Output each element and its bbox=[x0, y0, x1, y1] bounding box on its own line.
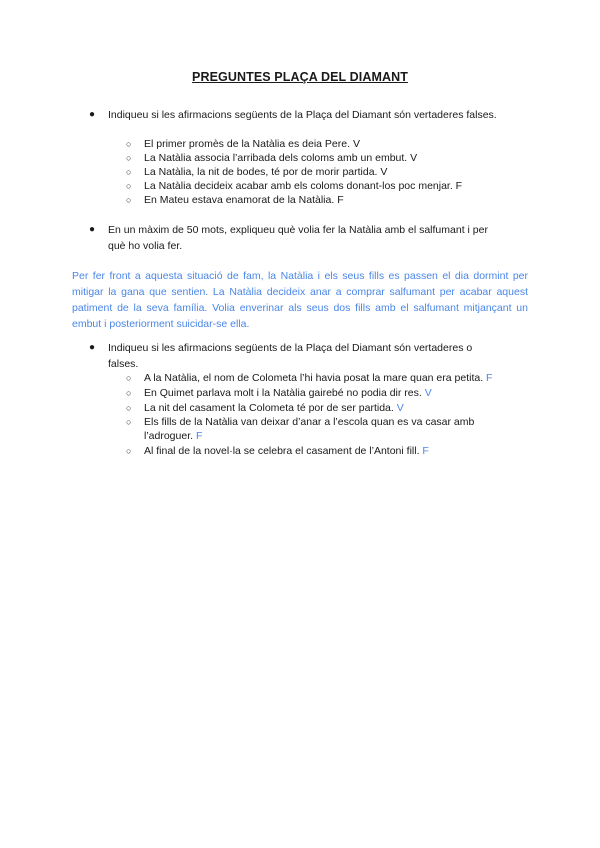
statement-text: La Natàlia, la nit de bodes, té por de morir partida. bbox=[144, 166, 381, 178]
statement-text-line-2: l’adroguer. bbox=[144, 430, 196, 442]
statement-text: La Natàlia decideix acabar amb els coloms donant-los poc menjar. bbox=[144, 180, 456, 192]
list-item bbox=[126, 151, 528, 165]
answer-mark: F bbox=[195, 430, 203, 442]
answer-mark: F bbox=[337, 194, 344, 206]
list-item bbox=[126, 371, 528, 385]
question-3-line-2: falses. bbox=[108, 358, 139, 370]
circle-bullet-icon: ○ bbox=[126, 167, 132, 177]
question-2-prompt bbox=[89, 222, 528, 254]
statement-text: En Quimet parlava molt i la Natàlia gairebé no podia dir res. bbox=[144, 387, 425, 399]
statement-text: Al final de la novel·la se celebra el casament de l’Antoni fill. bbox=[144, 445, 423, 457]
question-2-line-2: què ho volia fer. bbox=[108, 240, 183, 252]
statement-text: En Mateu estava enamorat de la Natàlia. bbox=[144, 194, 338, 206]
answer-mark: V bbox=[424, 387, 432, 399]
statement-text: La Natàlia associa l’arribada dels coloms amb un embut. bbox=[144, 152, 411, 164]
circle-bullet-icon: ○ bbox=[126, 195, 132, 205]
bullet-icon: ● bbox=[89, 224, 96, 235]
list-item bbox=[126, 165, 528, 179]
bullet-icon: ● bbox=[89, 342, 96, 353]
circle-bullet-icon: ○ bbox=[126, 417, 132, 427]
circle-bullet-icon: ○ bbox=[126, 153, 132, 163]
circle-bullet-icon: ○ bbox=[126, 388, 132, 398]
answer-mark: F bbox=[455, 180, 463, 192]
question-3-line-1: Indiqueu si les afirmacions següents de la Plaça del Diamant són vertaderes o bbox=[108, 342, 473, 354]
page-title: PREGUNTES PLAÇA DEL DIAMANT bbox=[192, 70, 408, 84]
list-item bbox=[126, 179, 528, 193]
bullet-icon: ● bbox=[89, 109, 96, 120]
list-item bbox=[126, 415, 528, 443]
statement-text-line-1: Els fills de la Natàlia van deixar d’anar a l’escola quan es va casar amb bbox=[144, 416, 475, 428]
answer-mark: V bbox=[396, 402, 404, 414]
answer-mark: V bbox=[410, 152, 418, 164]
list-item bbox=[126, 193, 528, 207]
circle-bullet-icon: ○ bbox=[126, 181, 132, 191]
circle-bullet-icon: ○ bbox=[126, 446, 132, 456]
circle-bullet-icon: ○ bbox=[126, 403, 132, 413]
statement-text: A la Natàlia, el nom de Colometa l’hi havia posat la mare quan era petita. bbox=[144, 372, 487, 384]
list-item bbox=[126, 137, 528, 151]
answer-mark: F bbox=[486, 372, 493, 384]
question-3-prompt bbox=[89, 340, 528, 372]
statement-text: La nit del casament la Colometa té por de ser partida. bbox=[144, 402, 397, 414]
list-item bbox=[126, 401, 528, 415]
answer-paragraph: Per fer front a aquesta situació de fam, la Natàlia i els seus fills es passen el dia dormint per mitigar la gana que sentien. La Natàlia decideix anar a comprar salfumant per acabar aquest patiment de la seva família. Volia enverinar als seus dos fills amb el salfumant mitjançant un embut i posteriorment suicidar-se ella. bbox=[72, 270, 528, 330]
question-1-text: Indiqueu si les afirmacions següents de la Plaça del Diamant són vertaderes falses. bbox=[108, 109, 497, 121]
question-2-line-1: En un màxim de 50 mots, expliqueu què volia fer la Natàlia amb el salfumant i per bbox=[108, 224, 488, 236]
answer-mark: V bbox=[352, 138, 360, 150]
circle-bullet-icon: ○ bbox=[126, 139, 132, 149]
list-item bbox=[126, 444, 528, 458]
list-item bbox=[126, 386, 528, 400]
answer-mark: F bbox=[422, 445, 429, 457]
statement-text: El primer promès de la Natàlia es deia Pere. bbox=[144, 138, 353, 150]
question-1-prompt bbox=[89, 107, 528, 123]
answer-mark: V bbox=[380, 166, 388, 178]
circle-bullet-icon: ○ bbox=[126, 373, 132, 383]
